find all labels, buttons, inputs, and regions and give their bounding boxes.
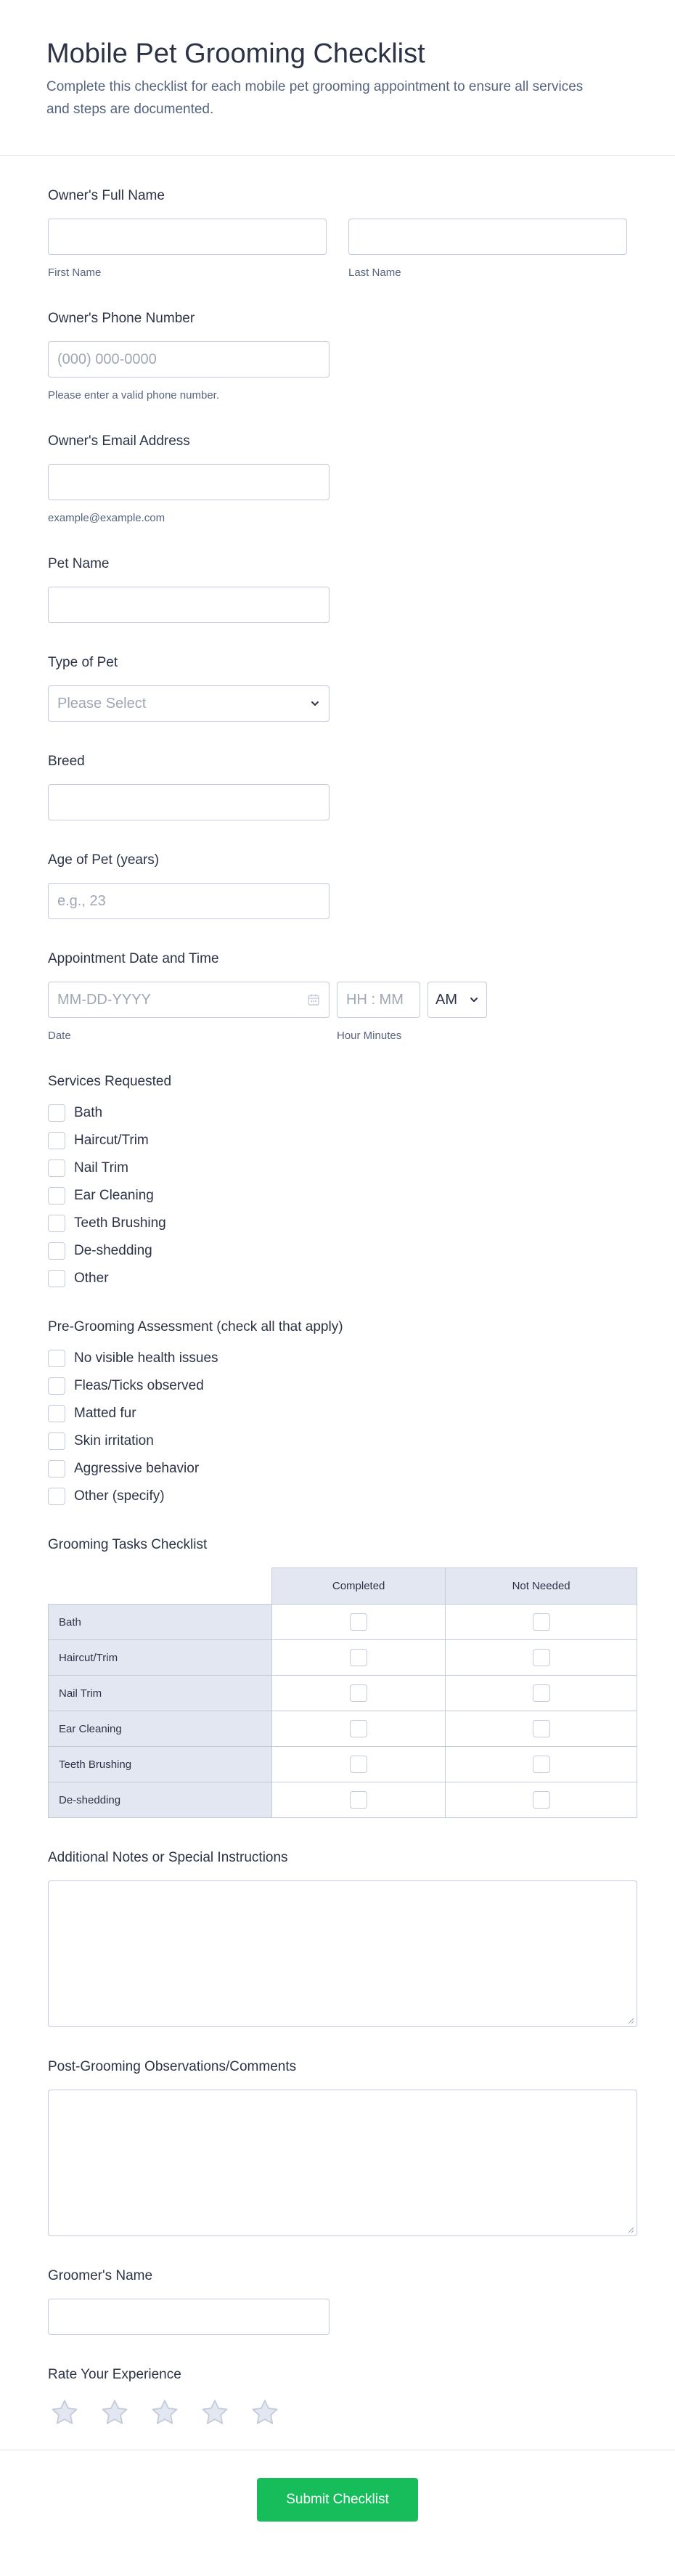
assessment-field: [39, 1287, 636, 1505]
service-option[interactable]: [48, 1270, 627, 1287]
observations-field: [39, 2027, 636, 2236]
age-placeholder: e.g., 23: [57, 892, 106, 909]
service-option-label: Nail Trim: [74, 1160, 128, 1175]
completed-checkbox[interactable]: [350, 1649, 367, 1666]
matrix-row: [49, 1676, 637, 1711]
form-header: [0, 0, 675, 156]
tasks-label: Grooming Tasks Checklist: [48, 1537, 208, 1552]
pet-type-field: [39, 623, 636, 722]
completed-checkbox[interactable]: [350, 1791, 367, 1809]
owner-name-field: [39, 156, 636, 279]
service-checkbox[interactable]: [48, 1104, 65, 1122]
matrix-row-label: Nail Trim: [49, 1676, 272, 1711]
service-option[interactable]: [48, 1132, 627, 1149]
completed-checkbox[interactable]: [350, 1720, 367, 1737]
matrix-col-not-needed: Not Needed: [446, 1568, 637, 1605]
service-checkbox[interactable]: [48, 1187, 65, 1205]
calendar-icon[interactable]: [307, 993, 320, 1006]
services-label: Services Requested: [48, 1074, 172, 1089]
assessment-option[interactable]: [48, 1432, 627, 1450]
groomer-label: Groomer's Name: [48, 2268, 153, 2283]
star-icon[interactable]: [150, 2397, 180, 2428]
not-needed-checkbox[interactable]: [533, 1684, 550, 1702]
pet-type-label: Type of Pet: [48, 655, 118, 670]
service-option-label: Ear Cleaning: [74, 1188, 154, 1203]
not-needed-checkbox[interactable]: [533, 1791, 550, 1809]
form-footer: [0, 2450, 675, 2558]
matrix-cell: [446, 1640, 637, 1676]
services-field: [39, 1042, 636, 1287]
assessment-checkbox[interactable]: [48, 1377, 65, 1395]
matrix-cell: [446, 1676, 637, 1711]
chevron-down-icon: [469, 995, 479, 1005]
service-option[interactable]: [48, 1242, 627, 1260]
age-input[interactable]: [48, 883, 330, 919]
tasks-field: [39, 1505, 636, 1818]
pet-name-field: [39, 524, 636, 623]
service-checkbox[interactable]: [48, 1132, 65, 1149]
matrix-col-completed: Completed: [272, 1568, 446, 1605]
breed-label: Breed: [48, 754, 85, 769]
notes-textarea[interactable]: [48, 1880, 637, 2027]
rating-field: [39, 2335, 636, 2428]
matrix-row: [49, 1711, 637, 1747]
email-sublabel: example@example.com: [48, 512, 165, 524]
breed-input[interactable]: [48, 784, 330, 820]
service-option[interactable]: [48, 1104, 627, 1122]
matrix-row: [49, 1747, 637, 1782]
matrix-cell: [272, 1605, 446, 1640]
assessment-option[interactable]: [48, 1377, 627, 1395]
service-option-label: Haircut/Trim: [74, 1133, 149, 1148]
star-icon[interactable]: [250, 2397, 280, 2428]
matrix-cell: [446, 1782, 637, 1818]
pet-type-value: Please Select: [57, 695, 147, 712]
chevron-down-icon: [310, 698, 320, 709]
groomer-name-input[interactable]: [48, 2299, 330, 2335]
matrix-corner: [49, 1568, 272, 1605]
matrix-cell: [272, 1640, 446, 1676]
phone-label: Owner's Phone Number: [48, 311, 195, 326]
assessment-checkbox[interactable]: [48, 1405, 65, 1422]
age-label: Age of Pet (years): [48, 852, 160, 868]
service-option-label: Teeth Brushing: [74, 1215, 166, 1231]
assessment-option-label: Matted fur: [74, 1406, 136, 1421]
service-option[interactable]: [48, 1159, 627, 1177]
first-name-sublabel: First Name: [48, 266, 102, 279]
assessment-option[interactable]: [48, 1350, 627, 1367]
star-icon[interactable]: [99, 2397, 130, 2428]
assessment-label: Pre-Grooming Assessment (check all that apply): [48, 1319, 343, 1334]
assessment-option[interactable]: [48, 1488, 627, 1505]
owner-name-label: Owner's Full Name: [48, 188, 165, 203]
email-input[interactable]: [48, 464, 330, 500]
pet-name-label: Pet Name: [48, 556, 110, 571]
appointment-field: [39, 919, 636, 1042]
form-body: [0, 156, 675, 2428]
tasks-matrix: [48, 1568, 637, 1818]
date-sublabel: Date: [48, 1030, 71, 1042]
time-placeholder: HH : MM: [346, 991, 404, 1008]
service-option[interactable]: [48, 1187, 627, 1205]
matrix-cell: [446, 1747, 637, 1782]
matrix-cell: [446, 1711, 637, 1747]
matrix-row: [49, 1605, 637, 1640]
groomer-field: [39, 2236, 636, 2335]
rating-label: Rate Your Experience: [48, 2367, 181, 2382]
ampm-select[interactable]: [428, 982, 487, 1018]
matrix-row-label: Haircut/Trim: [49, 1640, 272, 1676]
notes-field: [39, 1818, 636, 2027]
assessment-option-label: Skin irritation: [74, 1433, 154, 1448]
service-checkbox[interactable]: [48, 1270, 65, 1287]
assessment-option[interactable]: [48, 1460, 627, 1477]
resize-handle-icon[interactable]: [627, 2017, 634, 2024]
matrix-row-label: De-shedding: [49, 1782, 272, 1818]
page-subtitle: Complete this checklist for each mobile pet grooming appointment to ensure all services and steps are documented.: [46, 79, 584, 117]
not-needed-checkbox[interactable]: [533, 1756, 550, 1773]
resize-handle-icon[interactable]: [627, 2226, 634, 2233]
service-checkbox[interactable]: [48, 1215, 65, 1232]
services-list: [48, 1104, 627, 1287]
assessment-option-label: No visible health issues: [74, 1350, 218, 1366]
last-name-input[interactable]: [348, 219, 627, 255]
service-checkbox[interactable]: [48, 1159, 65, 1177]
appointment-label: Appointment Date and Time: [48, 951, 219, 966]
star-icon[interactable]: [49, 2397, 80, 2428]
time-sublabel: Hour Minutes: [337, 1030, 402, 1042]
pet-name-input[interactable]: [48, 587, 330, 623]
date-placeholder: MM-DD-YYYY: [57, 991, 151, 1008]
phone-sublabel: Please enter a valid phone number.: [48, 389, 219, 402]
matrix-row: [49, 1782, 637, 1818]
breed-field: [39, 722, 636, 820]
matrix-cell: [272, 1676, 446, 1711]
age-field: [39, 820, 636, 919]
email-label: Owner's Email Address: [48, 433, 190, 449]
page-title: Mobile Pet Grooming Checklist: [46, 38, 425, 69]
phone-field: [39, 279, 636, 402]
observations-textarea[interactable]: [48, 2090, 637, 2236]
assessment-list: [48, 1350, 627, 1505]
assessment-option-label: Other (specify): [74, 1488, 165, 1504]
matrix-cell: [446, 1605, 637, 1640]
assessment-checkbox[interactable]: [48, 1460, 65, 1477]
assessment-checkbox[interactable]: [48, 1350, 65, 1367]
not-needed-checkbox[interactable]: [533, 1720, 550, 1737]
completed-checkbox[interactable]: [350, 1684, 367, 1702]
service-option[interactable]: [48, 1215, 627, 1232]
matrix-row-label: Teeth Brushing: [49, 1747, 272, 1782]
matrix-cell: [272, 1747, 446, 1782]
star-rating: [49, 2397, 627, 2428]
submit-button[interactable]: Submit Checklist: [257, 2478, 418, 2522]
assessment-checkbox[interactable]: [48, 1432, 65, 1450]
service-option-label: Bath: [74, 1105, 103, 1120]
matrix-row: [49, 1640, 637, 1676]
service-option-label: Other: [74, 1271, 109, 1286]
phone-input[interactable]: [48, 341, 330, 378]
ampm-value: AM: [435, 991, 457, 1008]
date-input[interactable]: [48, 982, 330, 1018]
first-name-input[interactable]: [48, 219, 327, 255]
email-field: [39, 402, 636, 524]
completed-checkbox[interactable]: [350, 1613, 367, 1631]
phone-placeholder: (000) 000-0000: [57, 351, 157, 367]
assessment-option-label: Aggressive behavior: [74, 1461, 200, 1476]
matrix-cell: [272, 1711, 446, 1747]
star-icon[interactable]: [200, 2397, 230, 2428]
matrix-cell: [272, 1782, 446, 1818]
completed-checkbox[interactable]: [350, 1756, 367, 1773]
time-input[interactable]: [337, 982, 420, 1018]
service-option-label: De-shedding: [74, 1243, 152, 1258]
assessment-checkbox[interactable]: [48, 1488, 65, 1505]
service-checkbox[interactable]: [48, 1242, 65, 1260]
matrix-row-label: Bath: [49, 1605, 272, 1640]
not-needed-checkbox[interactable]: [533, 1613, 550, 1631]
pet-type-select[interactable]: [48, 685, 330, 722]
matrix-row-label: Ear Cleaning: [49, 1711, 272, 1747]
assessment-option[interactable]: [48, 1405, 627, 1422]
not-needed-checkbox[interactable]: [533, 1649, 550, 1666]
observations-label: Post-Grooming Observations/Comments: [48, 2059, 297, 2074]
last-name-sublabel: Last Name: [348, 266, 401, 279]
notes-label: Additional Notes or Special Instructions: [48, 1850, 288, 1865]
assessment-option-label: Fleas/Ticks observed: [74, 1378, 204, 1393]
